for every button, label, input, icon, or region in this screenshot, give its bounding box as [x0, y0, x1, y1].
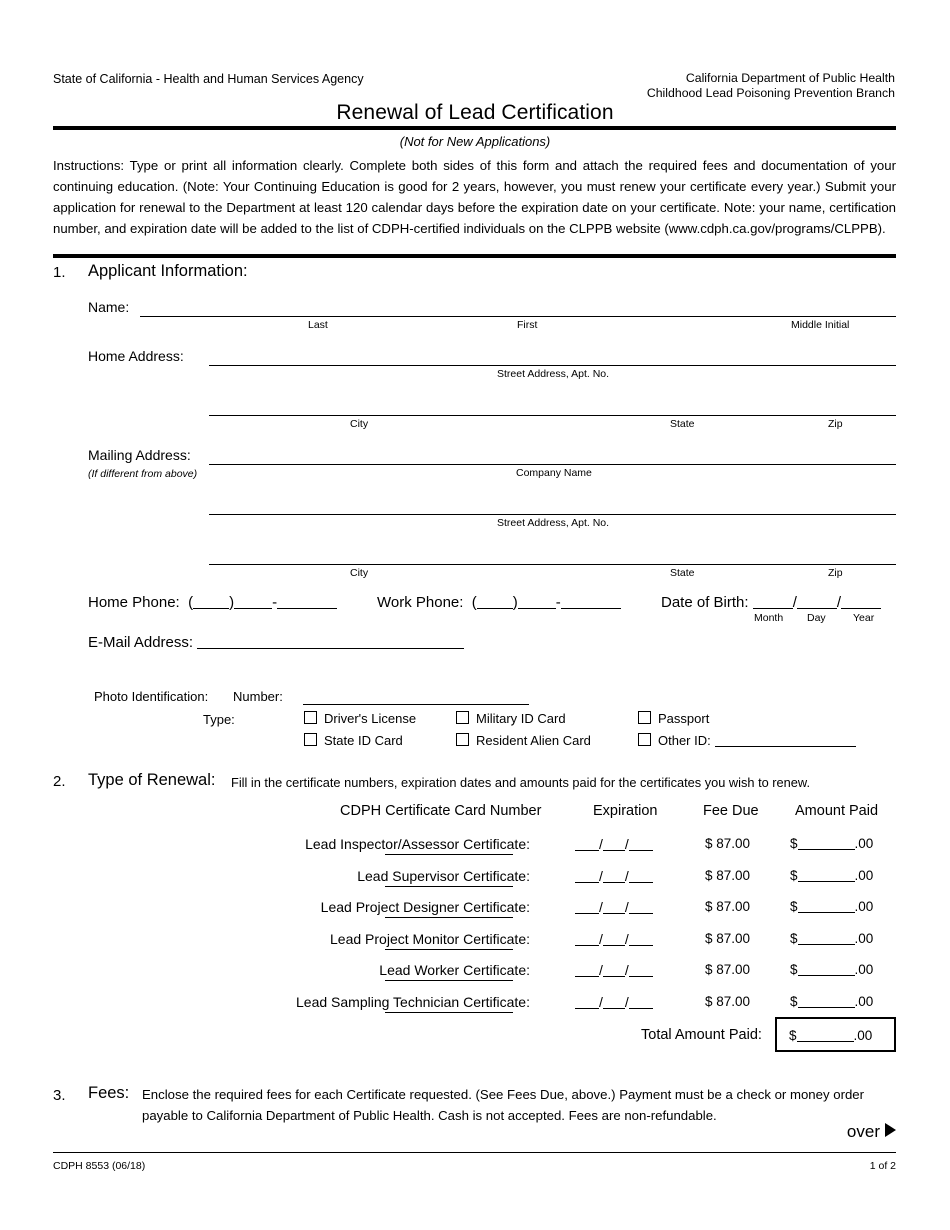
id-type-label: Resident Alien Card [476, 733, 591, 748]
total-amount-paid-box[interactable] [775, 1017, 896, 1052]
amount-paid-line[interactable] [798, 899, 855, 913]
id-type-drivers-license[interactable] [304, 711, 416, 726]
mailing-sublabel-street: Street Address, Apt. No. [497, 517, 610, 529]
currency-symbol: $ [790, 867, 798, 883]
currency-symbol: $ [790, 993, 798, 1009]
home-phone-label: Home Phone: [88, 594, 180, 611]
mailing-address-note: (If different from above) [88, 468, 198, 480]
certificate-card-number-input[interactable] [385, 980, 513, 981]
amount-paid-line[interactable] [798, 868, 855, 882]
id-type-label: Passport [658, 711, 710, 726]
id-type-label: Driver's License [324, 711, 417, 726]
department-name: California Department of Public Health [685, 71, 895, 85]
amount-paid-line[interactable] [798, 962, 855, 976]
expiration-date-input[interactable]: / / [575, 931, 653, 947]
email-input-line[interactable] [197, 635, 464, 649]
certificate-card-number-input[interactable] [385, 854, 513, 855]
checkbox-icon[interactable] [304, 733, 317, 746]
home-address-street-line[interactable] [209, 365, 896, 366]
home-phone-area-code[interactable]: ( ) [183, 594, 235, 611]
mailing-sublabel-company: Company Name [516, 467, 592, 479]
fee-due-value: $ 87.00 [705, 867, 751, 883]
certificate-label: Lead Project Monitor Certificate: [330, 930, 530, 947]
work-phone-area-code[interactable]: ( ) [467, 594, 518, 611]
form-subtitle: (Not for New Applications) [399, 134, 551, 149]
column-header-card-number: CDPH Certificate Card Number [340, 803, 542, 819]
cents-suffix: .00 [854, 930, 874, 946]
mailing-city-line[interactable] [209, 564, 896, 565]
expiration-date-input[interactable]: / / [575, 836, 653, 852]
amount-paid-input[interactable] [790, 899, 873, 914]
home-address-sublabel-street: Street Address, Apt. No. [497, 368, 610, 380]
fee-due-value: $ 87.00 [705, 930, 751, 946]
dob-sublabel-day: Day [807, 612, 826, 624]
agency-header-left: State of California - Health and Human Services Agency [53, 72, 364, 86]
cents-suffix: .00 [854, 836, 874, 851]
section2-number: 2. [53, 773, 66, 790]
form-id: CDPH 8553 (06/18) [53, 1160, 146, 1172]
id-type-military-id[interactable] [456, 711, 566, 726]
checkbox-icon[interactable] [638, 733, 651, 746]
currency-symbol: $ [790, 930, 798, 946]
dob-year-input[interactable] [841, 595, 881, 609]
photo-id-type-label: Type: [203, 712, 235, 727]
cents-suffix: .00 [854, 867, 874, 883]
currency-symbol: $ [790, 899, 798, 914]
email-field[interactable] [88, 634, 464, 651]
dob-sublabel-year: Year [853, 612, 875, 624]
home-phone-suffix[interactable] [277, 595, 337, 609]
dob-day-input[interactable] [797, 595, 837, 609]
home-address-sublabel-state: State [670, 418, 695, 430]
over-indicator [847, 1122, 896, 1142]
branch-name: Childhood Lead Poisoning Prevention Branch [646, 86, 895, 100]
page-number: 1 of 2 [869, 1160, 896, 1172]
certificate-label: Lead Inspector/Assessor Certificate: [305, 836, 530, 852]
amount-paid-input[interactable] [790, 868, 873, 883]
section3-number: 3. [53, 1087, 66, 1104]
home-address-city-line[interactable] [209, 415, 896, 416]
name-label: Name: [88, 299, 130, 315]
mailing-sublabel-city: City [350, 567, 369, 579]
checkbox-icon[interactable] [638, 711, 651, 724]
cents-suffix: .00 [854, 899, 874, 914]
certificate-card-number-input[interactable] [385, 1012, 513, 1013]
home-phone-prefix[interactable] [234, 595, 272, 609]
id-type-passport[interactable] [638, 711, 709, 726]
mailing-sublabel-zip: Zip [828, 567, 843, 579]
amount-paid-input[interactable] [790, 836, 873, 851]
mailing-sublabel-state: State [670, 567, 695, 579]
total-amount-input[interactable] [797, 1028, 854, 1042]
photo-id-number-input[interactable] [303, 704, 529, 705]
expiration-date-input[interactable]: / / [575, 994, 653, 1010]
name-input-line[interactable] [140, 316, 896, 317]
home-address-sublabel-city: City [350, 418, 369, 430]
certificate-card-number-input[interactable] [385, 949, 513, 950]
id-type-resident-alien[interactable] [456, 733, 591, 748]
name-sublabel-middle-initial: Middle Initial [791, 319, 850, 331]
work-phone-prefix[interactable] [518, 595, 556, 609]
checkbox-icon[interactable] [456, 711, 469, 724]
section3-body: Enclose the required fees for each Certificate requested. (See Fees Due, above.) Payment must be a check or money order payable to California Department of Public Health. Cash is not accepted. Fees are non-refundable. [142, 1087, 865, 1123]
section2-title: Type of Renewal: [88, 771, 216, 789]
work-phone-field[interactable]: Work Phone: ( ) - [377, 594, 621, 611]
section1-title: Applicant Information: [88, 262, 248, 280]
date-of-birth-label: Date of Birth: [661, 594, 749, 611]
cents-suffix: .00 [854, 962, 874, 977]
name-sublabel-last: Last [308, 319, 328, 331]
amount-paid-line[interactable] [798, 931, 855, 945]
expiration-date-input[interactable]: / / [575, 868, 653, 884]
certificate-label: Lead Supervisor Certificate: [357, 867, 530, 884]
currency-symbol: $ [790, 836, 798, 851]
id-type-label: Other ID: [658, 733, 711, 748]
expiration-date-input[interactable]: / / [575, 899, 653, 915]
expiration-date-input[interactable]: / / [575, 962, 653, 978]
dob-month-input[interactable] [753, 595, 793, 609]
work-phone-suffix[interactable] [561, 595, 621, 609]
certificate-card-number-input[interactable] [385, 917, 513, 918]
fee-due-value: $ 87.00 [705, 993, 751, 1009]
certificate-card-number-input[interactable] [385, 886, 513, 887]
section3-title: Fees: [88, 1084, 130, 1102]
checkbox-icon[interactable] [456, 733, 469, 746]
checkbox-icon[interactable] [304, 711, 317, 724]
section1-number: 1. [53, 264, 66, 281]
amount-paid-input[interactable] [790, 931, 873, 946]
cents-suffix: .00 [854, 993, 874, 1009]
email-label: E-Mail Address: [88, 634, 194, 651]
department-header-right [647, 71, 895, 101]
mailing-address-label: Mailing Address: [88, 447, 191, 463]
amount-paid-line[interactable] [798, 994, 855, 1008]
certificate-label: Lead Worker Certificate: [379, 962, 530, 978]
certificate-label: Lead Sampling Technician Certificate: [296, 993, 530, 1010]
section1-divider-rule [53, 254, 896, 258]
home-address-sublabel-zip: Zip [828, 418, 843, 430]
column-header-fee-due: Fee Due [703, 803, 759, 819]
certificate-label: Lead Project Designer Certificate: [320, 899, 530, 915]
photo-identification-label: Photo Identification: [94, 689, 209, 704]
instructions-paragraph: Instructions: Type or print all information clearly. Complete both sides of this form and attach the required fees and documentation of your continuing education. (Note: Your Continuing Education is good for 2 years, however, you must renew your certificate every year.) Submit your application for renewal to the Department at least 120 calendar days before the expiration date on your certificate. Note: your name, certification number, and expiration date will be added to the list of CDPH-certified individuals on the CLPPB website (www.cdph.ca.gov/programs/CLPPB). [53, 158, 896, 236]
amount-paid-line[interactable] [798, 836, 855, 850]
id-type-state-id[interactable] [304, 733, 403, 748]
footer-divider-rule [53, 1152, 896, 1153]
home-phone-field[interactable]: Home Phone: ( ) - [88, 594, 337, 611]
id-type-label: State ID Card [324, 733, 403, 748]
page-title: Renewal of Lead Certification [336, 101, 614, 124]
column-header-amount-paid: Amount Paid [795, 803, 879, 819]
fee-due-value: $ 87.00 [705, 962, 751, 977]
triangle-right-icon [885, 1123, 896, 1137]
amount-paid-input[interactable] [790, 994, 873, 1009]
total-amount-paid-label: Total Amount Paid: [641, 1027, 762, 1043]
total-cents: .00 [853, 1028, 873, 1043]
id-type-other[interactable] [638, 733, 856, 748]
dob-sublabel-month: Month [754, 612, 784, 624]
over-label: over [846, 1122, 880, 1141]
total-currency-symbol: $ [789, 1028, 797, 1043]
title-divider-rule [53, 126, 896, 130]
photo-id-number-label: Number: [233, 689, 283, 704]
column-header-expiration: Expiration [593, 803, 658, 819]
id-type-label: Military ID Card [476, 711, 566, 726]
other-id-input[interactable] [715, 733, 856, 747]
home-address-label: Home Address: [88, 348, 184, 364]
mailing-street-line[interactable] [209, 514, 896, 515]
mailing-company-line[interactable] [209, 464, 896, 465]
amount-paid-input[interactable] [790, 962, 873, 977]
name-sublabel-first: First [517, 319, 538, 331]
work-phone-label: Work Phone: [377, 594, 464, 611]
currency-symbol: $ [790, 962, 798, 977]
fee-due-value: $ 87.00 [705, 899, 751, 914]
date-of-birth-field[interactable]: Date of Birth: / / [661, 594, 881, 611]
fee-due-value: $ 87.00 [705, 836, 751, 851]
section2-subtitle: Fill in the certificate numbers, expiration dates and amounts paid for the certificates you wish to renew. [231, 775, 810, 790]
